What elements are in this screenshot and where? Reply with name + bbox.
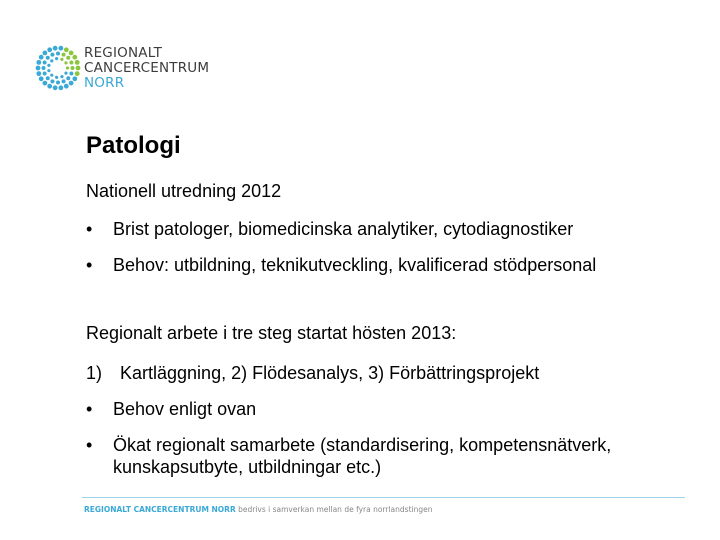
logo-dot [72, 76, 77, 81]
footer-text: bedrivs i samverkan mellan de fyra norrlandstingen [235, 505, 433, 514]
logo-dot [39, 55, 44, 60]
list-item [86, 434, 673, 478]
sun-ring-logo-icon [34, 44, 82, 92]
list-item [86, 218, 573, 240]
logo-dot [55, 57, 58, 60]
logo-dot [47, 64, 50, 67]
logo-wordmark [84, 46, 209, 91]
bullet-text: Behov: utbildning, teknikutveckling, kvalificerad stödpersonal [113, 255, 597, 275]
logo-dot [71, 66, 75, 70]
logo-dot [50, 53, 54, 57]
logo-dot [36, 60, 41, 65]
logo-dot [60, 75, 63, 78]
logo-dot [66, 66, 69, 69]
logo-dot [76, 66, 81, 71]
logo-dot [64, 47, 69, 52]
section-1-heading: Nationell utredning 2012 [86, 181, 282, 201]
numbered-item [86, 362, 539, 384]
logo-dot [46, 56, 50, 60]
logo-dot [56, 52, 60, 56]
logo-dot [62, 79, 66, 83]
logo-line-2: CANCERCENTRUM [84, 60, 210, 76]
logo-dot [53, 46, 58, 51]
logo-dot [36, 71, 41, 76]
rcc-norr-logo [34, 42, 210, 102]
logo-dot [66, 76, 70, 80]
bullet-text: Brist patologer, biomedicinska analytiker, cytodiagnostiker [113, 219, 574, 239]
logo-line-1: REGIONALT [84, 45, 163, 61]
item-number: 1) [86, 363, 103, 383]
logo-line-3: NORR [84, 75, 125, 91]
logo-dot [43, 50, 48, 55]
logo-dot [69, 50, 74, 55]
bullet-icon: • [86, 399, 93, 419]
logo-dot [47, 84, 52, 89]
logo-dot [64, 84, 69, 89]
logo-dot [72, 55, 77, 60]
bullet-text: Ökat regionalt samarbete (standardisering, kompetensnätverk, kunskapsutbyte, utbildningar etc.) [113, 435, 612, 477]
logo-dot [69, 72, 73, 76]
numbered-item-text: Kartläggning, 2) Flödesanalys, 3) Förbättringsprojekt [120, 363, 540, 383]
logo-dot [43, 60, 47, 64]
logo-dot [69, 81, 74, 86]
footer-divider [82, 497, 685, 498]
footer-brand: REGIONALT CANCERCENTRUM NORR [84, 505, 236, 514]
logo-dot [50, 59, 53, 62]
logo-dot [47, 69, 50, 72]
logo-dot [50, 74, 53, 77]
bullet-icon: • [86, 435, 93, 455]
footer [84, 505, 432, 514]
logo-dot [62, 53, 66, 57]
logo-dot [43, 81, 48, 86]
logo-dot [58, 85, 63, 90]
logo-dot [47, 47, 52, 52]
logo-dot [36, 66, 41, 71]
logo-dot [39, 76, 44, 81]
logo-dot [64, 61, 67, 64]
slide-title: Patologi [86, 132, 181, 159]
logo-dot [55, 76, 58, 79]
logo-dot [46, 76, 50, 80]
logo-dot [58, 46, 63, 51]
logo-dot [42, 66, 46, 70]
logo-dot [60, 58, 63, 61]
bullet-icon: • [86, 255, 93, 275]
bullet-icon: • [86, 219, 93, 239]
logo-dot [50, 79, 54, 83]
logo-dot [53, 85, 58, 90]
section-2-heading: Regionalt arbete i tre steg startat hösten 2013: [86, 323, 457, 343]
bullet-text: Behov enligt ovan [113, 399, 257, 419]
logo-dot [56, 81, 60, 85]
list-item [86, 254, 596, 276]
logo-dot [43, 72, 47, 76]
logo-dot [66, 56, 70, 60]
logo-dot [75, 71, 80, 76]
logo-dot [64, 72, 67, 75]
logo-dot [69, 60, 73, 64]
logo-dot [75, 60, 80, 65]
list-item [86, 398, 256, 420]
